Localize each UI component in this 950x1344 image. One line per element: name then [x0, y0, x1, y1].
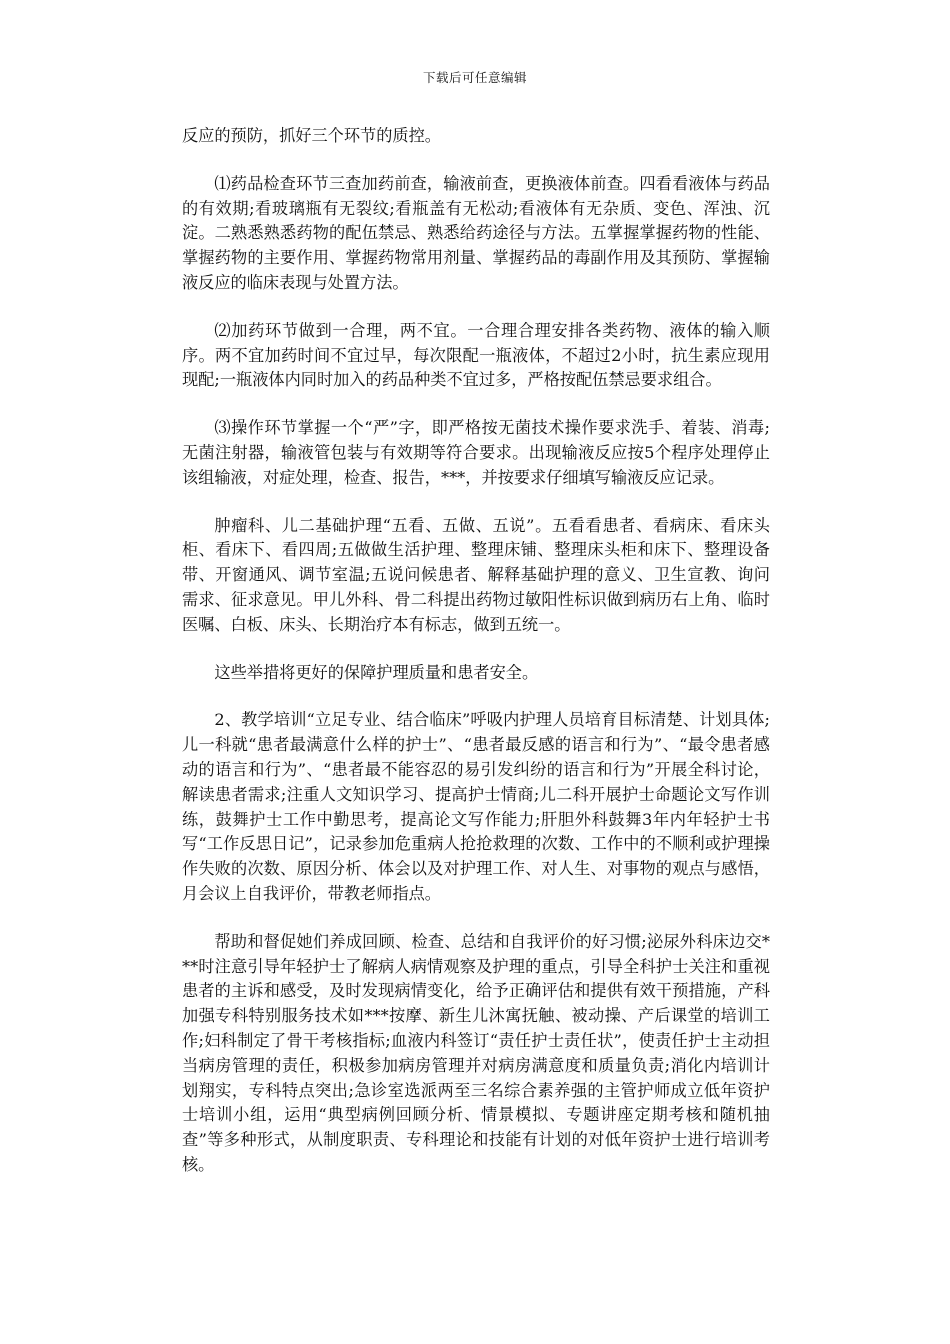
document-body — [182, 124, 770, 1201]
page-header: 下载后可任意编辑 — [422, 70, 527, 85]
paragraph-supervision: 帮助和督促她们养成回顾、检查、总结和自我评价的好习惯;泌尿外科床边交***时注意引导年轻护士了解病人病情观察及护理的重点，引导全科护士关注和重视患者的主诉和感受，及时发现病情变化，给予正确评估和提供有效干预措施，产科加强专科特别服务技术如***按摩、新生儿沐寓抚触、被动操、产后课堂的培训工作;妇科制定了骨干考核指标;血液内科签订“责任护士责任状”，使责任护士主动担当病房管理的责任，积极参加病房管理并对病房满意度和质量负责;消化内培训计划翔实，专科特点突出;急诊室选派两至三名综合素养强的主管护师成立低年资护士培训小组，运用“典型病例回顾分析、情景模拟、专题讲座定期考核和随机抽查”等多种形式，从制度职责、专科理论和技能有计划的对低年资护士进行培训考核。 — [182, 931, 770, 1174]
paragraph-summary: 这些举措将更好的保障护理质量和患者安全。 — [214, 662, 539, 682]
paragraph-basic-care: 肿瘤科、儿二基础护理“五看、五做、五说”。五看看患者、看病床、看床头柜、看床下、看四周;五做做生活护理、整理床铺、整理床头柜和床下、整理设备带、开窗通风、调节室温;五说问候患者、解释基础护理的意义、卫生宣教、询问需求、征求意见。甲儿外科、骨二科提出药物过敏阳性标识做到病历右上角、临时医嘱、白板、床头、长期治疗本有标志，做到五统一。 — [182, 515, 770, 634]
paragraph-drug-check: ⑴药品检查环节三查加药前查，输液前查，更换液体前查。四看看液体与药品的有效期;看玻璃瓶有无裂纹;看瓶盖有无松动;看液体有无杂质、变色、浑浊、沉淀。二熟悉熟悉药物的配伍禁忌、熟悉给药途径与方法。五掌握掌握药物的性能、掌握药物的主要作用、掌握药物常用剂量、掌握药品的毒副作用及其预防、掌握输液反应的临床表现与处置方法。 — [182, 173, 770, 292]
paragraph-operation: ⑶操作环节掌握一个“严”字，即严格按无菌技术操作要求洗手、着装、消毒;无菌注射器，输液管包装与有效期等符合要求。出现输液反应按5个程序处理停止该组输液，对症处理，检查、报告，***，并按要求仔细填写输液反应记录。 — [182, 418, 770, 487]
paragraph-dosing: ⑵加药环节做到一合理，两不宜。一合理合理安排各类药物、液体的输入顺序。两不宜加药时间不宜过早，每次限配一瓶液体，不超过2小时，抗生素应现用现配;一瓶液体内同时加入的药品种类不宜过多，严格按配伍禁忌要求组合。 — [182, 320, 770, 390]
paragraph-continuation: 反应的预防，抓好三个环节的质控。 — [182, 126, 441, 145]
paragraph-teaching-training: 2、教学培训“立足专业、结合临床”呼吸内护理人员培育目标清楚、计划具体;儿一科就“患者最满意什么样的护士”、“患者最反感的语言和行为”、“最令患者感动的语言和行为”、“患者最不能容忍的易引发纠纷的语言和行为”开展全科讨论，解读患者需求;注重人文知识学习、提高护士情商;儿二科开展护士命题论文写作训练，鼓舞护士工作中勤思考，提高论文写作能力;肝胆外科鼓舞3年内年轻护士书写“工作反思日记”，记录参加危重病人抢抢救理的次数、工作中的不顺利或护理操作失败的次数、原因分析、体会以及对护理工作、对人生、对事物的观点与感悟，月会议上自我评价，带教老师指点。 — [182, 710, 770, 903]
